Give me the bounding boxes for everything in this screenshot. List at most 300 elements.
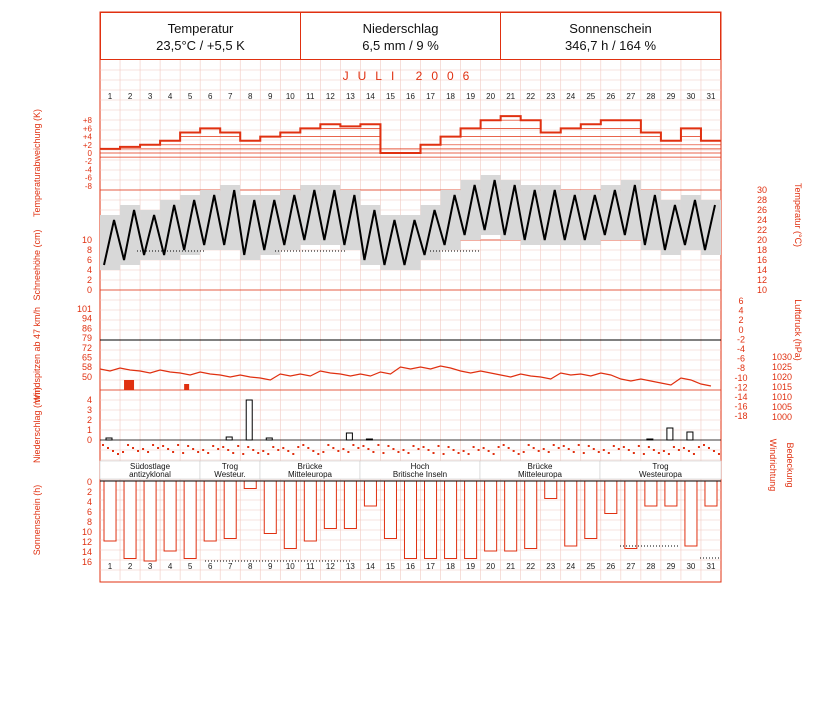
sun-tick: 0 [86,477,92,487]
dev-tick: +6 [82,124,92,134]
wind-direction-dot [638,445,640,447]
sun-tick: 16 [81,557,92,567]
wind-direction-dot [648,446,650,448]
pressure-tick: 1010 [771,392,793,402]
day-label-top: 13 [345,92,355,101]
temp-tick: 28 [756,195,768,205]
wind-direction-dot [227,449,229,451]
precip-tick: 1 [86,425,92,435]
summary-value: 23,5°C / +5,5 K [156,38,245,53]
sunshine-bar [485,481,497,551]
right-tick: 4 [738,305,744,316]
wind-direction-dot [508,447,510,449]
wind-direction-dot [513,450,515,452]
wind-direction-dot [553,444,555,446]
day-label-bottom: 8 [248,562,253,571]
wind-direction-dot [402,449,404,451]
wind-direction-dot [498,446,500,448]
day-label-bottom: 14 [365,562,375,571]
precip-bar [366,439,372,440]
sun-tick: 6 [86,507,92,517]
wind-direction-dot [267,453,269,455]
sun-tick: 2 [86,487,92,497]
day-label-bottom: 6 [207,562,213,571]
wind-direction-dot [222,446,224,448]
sunshine-bar [144,481,156,561]
day-label-top: 22 [526,92,536,101]
summary-title: Sonnenschein [569,21,652,36]
sun-tick: 14 [81,547,92,557]
right-tick: 6 [738,296,744,306]
right-tick: -14 [734,392,748,402]
sunshine-bar [505,481,517,551]
wind-direction-dot [237,445,239,447]
day-label-bottom: 13 [345,562,355,571]
temp-tick: 18 [756,245,768,255]
sunshine-bar [404,481,416,559]
day-label-top: 15 [386,92,395,101]
sunshine-bar [525,481,537,549]
precip-bar [346,433,352,440]
wind-direction-dot [412,445,414,447]
wind-tick: 50 [81,371,92,382]
day-label-bottom: 29 [666,562,676,571]
wind-tick: 79 [81,333,92,344]
sunshine-bar [545,481,557,499]
wind-direction-dot [202,449,204,451]
pressure-tick: 1020 [771,372,793,382]
right-tick: 2 [738,315,744,326]
sun-tick: 10 [81,527,92,537]
right-tick: -18 [734,411,748,422]
wind-direction-dot [428,449,430,451]
sunshine-bar [645,481,657,506]
wind-direction-dot [703,444,705,446]
wind-direction-dot [708,447,710,449]
sunshine-bar [164,481,176,551]
wind-direction-dot [257,452,259,454]
wind-direction-dot [538,450,540,452]
summary-title: Niederschlag [362,21,439,36]
wind-tick: 58 [81,362,92,373]
wind-direction-dot [332,447,334,449]
day-label-top: 7 [227,92,233,101]
day-label-bottom: 20 [486,562,496,571]
right-tick: -6 [736,353,746,364]
sunshine-bar [104,481,116,541]
wind-direction-dot [573,451,575,453]
sunshine-bar [605,481,617,514]
temp-tick: 24 [756,215,768,225]
wind-direction-dot [523,451,525,453]
wind-direction-dot [463,450,465,452]
sunshine-bar [425,481,437,559]
wind-direction-dot [407,452,409,454]
wind-direction-dot [327,444,329,446]
day-label-top: 2 [127,92,133,101]
wind-direction-dot [167,448,169,450]
wind-direction-dot [272,446,274,448]
wind-tick: 101 [76,304,92,314]
wind-direction-dot [367,448,369,450]
weather-type-label: Westeur. [214,470,246,479]
temp-tick: 12 [756,275,768,285]
wind-direction-dot [122,451,124,453]
day-label-top: 6 [207,92,213,101]
temp-tick: 22 [756,225,768,235]
day-label-bottom: 2 [127,562,133,571]
wind-direction-dot [438,445,440,447]
wind-direction-dot [468,453,470,455]
precip-bar [246,400,252,440]
dev-tick: +2 [82,140,92,150]
day-label-top: 3 [147,92,153,101]
pressure-tick: 1015 [771,382,793,392]
day-label-top: 14 [365,92,375,101]
day-label-bottom: 24 [566,562,576,571]
day-label-bottom: 23 [546,562,556,571]
weather-type-label: Brücke [297,462,323,471]
wind-direction-dot [488,450,490,452]
sunshine-bar [665,481,677,506]
wind-direction-dot [372,451,374,453]
wind-direction-dot [543,448,545,450]
day-label-top: 31 [706,92,716,101]
day-label-bottom: 25 [586,562,596,571]
wind-direction-dot [297,446,299,448]
wind-direction-dot [182,452,184,454]
sunshine-bar [384,481,396,539]
weather-type-label: Mitteleuropa [287,470,333,479]
temp-tick: 10 [756,285,768,295]
wind-direction-dot [112,450,114,452]
precip-bar [667,428,673,440]
temp-axis-label: Temperatur (°C) [793,182,803,248]
day-label-top: 27 [626,92,636,101]
right-tick: -8 [736,363,746,374]
day-label-top: 4 [167,92,173,101]
wind-direction-dot [548,451,550,453]
wind-direction-dot [177,444,179,446]
day-label-bottom: 3 [147,562,153,571]
day-label-top: 1 [107,92,113,101]
dev-tick: +4 [82,132,92,142]
day-label-top: 23 [546,92,556,101]
day-label-top: 25 [586,92,596,101]
dev-tick: -4 [84,165,92,175]
wind-direction-dot [247,446,249,448]
day-label-bottom: 19 [466,562,476,571]
wind-direction-dot [417,448,419,450]
wind-direction-dot [503,444,505,446]
wind-direction-dot [157,447,159,449]
sunshine-bar [324,481,336,529]
weather-type-label: Mitteleuropa [517,470,563,479]
wind-direction-dot [277,449,279,451]
pressure-series [100,366,711,386]
day-label-bottom: 22 [526,562,536,571]
temp-tick: 14 [756,265,768,275]
day-label-top: 9 [268,92,273,101]
weather-type-label: Brücke [527,462,553,471]
sunshine-bar [204,481,216,541]
day-label-top: 16 [406,92,415,101]
wind-direction-dot [307,447,309,449]
right-tick: -10 [734,372,748,383]
sun-axis-label: Sonnenschein (h) [32,484,42,556]
wind-dir-label: Windrichtung [768,438,778,492]
wind-direction-dot [322,451,324,453]
wind-direction-dot [518,453,520,455]
precip-tick: 4 [86,395,92,405]
wind-direction-dot [352,444,354,446]
dev-tick: -6 [84,173,92,183]
wind-direction-dot [613,445,615,447]
wind-direction-dot [603,449,605,451]
wind-direction-dot [593,448,595,450]
weather-type-label: Südostlage [129,462,171,471]
day-label-top: 12 [325,92,335,101]
day-label-top: 24 [566,92,576,101]
summary-title: Temperatur [167,21,234,36]
wind-direction-dot [262,450,264,452]
weather-type-label: Hoch [410,462,430,471]
sunshine-bar [224,481,236,539]
wind-direction-dot [583,452,585,454]
wind-direction-dot [623,446,625,448]
wind-direction-dot [563,445,565,447]
summary-value: 346,7 h / 164 % [564,38,657,53]
day-label-top: 21 [506,92,516,101]
right-tick: -4 [736,344,746,354]
sun-tick: 12 [81,537,92,547]
day-label-bottom: 11 [306,562,315,571]
pressure-tick: 1000 [771,412,793,422]
day-label-top: 18 [446,92,456,101]
dev-tick: -8 [84,181,92,191]
wind-direction-dot [718,453,720,455]
day-label-top: 17 [426,92,435,101]
wind-direction-dot [287,450,289,452]
wind-direction-dot [312,450,314,452]
wind-direction-dot [688,450,690,452]
pressure-tick: 1030 [771,352,793,362]
sun-tick: 4 [86,497,92,507]
deviation-series [100,116,721,153]
sunshine-bar [264,481,276,534]
weather-type-label: Britische Inseln [392,470,448,479]
wind-direction-dot [443,453,445,455]
snow-tick: 2 [86,275,92,285]
sunshine-bar [244,481,256,489]
wind-direction-dot [217,448,219,450]
day-label-bottom: 15 [386,562,395,571]
dev-tick: +8 [82,116,92,126]
wind-direction-dot [252,449,254,451]
wind-direction-dot [668,453,670,455]
day-label-top: 10 [285,92,295,101]
wind-direction-dot [387,445,389,447]
wind-direction-dot [132,447,134,449]
wind-peak-bar [184,384,189,390]
precip-bar [266,438,272,440]
sunshine-bar [625,481,637,549]
day-label-bottom: 30 [686,562,696,571]
month-title: JULI 2006 [342,69,479,83]
wind-direction-dot [377,444,379,446]
wind-direction-dot [127,444,129,446]
wind-direction-dot [643,453,645,455]
wind-direction-dot [162,445,164,447]
day-label-bottom: 1 [107,562,113,571]
sunshine-bar [304,481,316,541]
day-label-top: 8 [248,92,253,101]
wind-peak-bar [124,380,134,390]
wind-direction-dot [382,452,384,454]
snow-tick: 0 [86,285,92,295]
wind-direction-dot [362,445,364,447]
wind-direction-dot [242,453,244,455]
wind-direction-dot [107,447,109,449]
wind-direction-dot [117,453,119,455]
wind-direction-dot [342,448,344,450]
day-label-bottom: 17 [426,562,435,571]
snow-axis-label: Schneehöhe (cm) [32,229,42,301]
wind-direction-dot [302,444,304,446]
wind-direction-dot [453,449,455,451]
day-label-top: 29 [666,92,676,101]
day-label-top: 20 [486,92,496,101]
day-label-top: 26 [606,92,616,101]
wind-direction-dot [337,450,339,452]
sunshine-bar [585,481,597,539]
precip-axis-label: Niederschlag (mm) [32,386,42,464]
summary-value: 6,5 mm / 9 % [362,38,439,53]
wind-direction-dot [653,449,655,451]
day-label-bottom: 27 [626,562,636,571]
day-label-top: 5 [187,92,193,101]
wind-direction-dot [568,448,570,450]
sun-tick: 8 [86,517,92,527]
wind-direction-dot [473,446,475,448]
snow-tick: 4 [86,265,92,275]
wind-direction-dot [282,447,284,449]
sunshine-bar [344,481,356,529]
wind-direction-dot [713,450,715,452]
wind-direction-dot [397,451,399,453]
right-tick: 0 [738,324,744,335]
day-label-top: 11 [306,92,315,101]
wind-direction-dot [533,447,535,449]
wind-direction-dot [212,445,214,447]
sunshine-bar [124,481,136,559]
wind-direction-dot [528,444,530,446]
sunshine-bar [284,481,296,549]
wind-direction-dot [292,453,294,455]
precip-bar [647,439,653,440]
snow-tick: 8 [86,245,92,255]
right-tick: -16 [734,401,748,412]
wind-direction-dot [433,452,435,454]
wind-direction-dot [317,453,319,455]
wind-direction-dot [232,452,234,454]
wind-direction-dot [142,448,144,450]
precip-tick: 0 [86,435,92,445]
temp-tick: 20 [756,235,768,245]
wind-direction-dot [347,451,349,453]
dev-tick: -2 [84,157,92,167]
wind-direction-dot [147,451,149,453]
wind-direction-dot [392,448,394,450]
right-tick: -12 [734,382,748,393]
day-label-bottom: 7 [227,562,233,571]
wind-axis-label: Windspitzen ab 47 km/h [32,306,42,404]
wind-direction-dot [357,447,359,449]
wind-direction-dot [172,451,174,453]
sunshine-bar [445,481,457,559]
wind-tick: 86 [81,323,92,334]
wind-direction-dot [197,451,199,453]
day-label-bottom: 9 [268,562,273,571]
snow-tick: 10 [81,235,92,245]
wind-direction-dot [683,447,685,449]
temp-tick: 26 [756,205,768,215]
precip-tick: 2 [86,415,92,425]
wind-tick: 94 [81,313,92,324]
wind-direction-dot [578,444,580,446]
dev-tick: 0 [87,149,92,158]
day-label-bottom: 18 [446,562,456,571]
wind-direction-dot [152,444,154,446]
weather-type-label: antizyklonal [129,470,171,479]
wind-direction-dot [658,452,660,454]
day-label-bottom: 4 [167,562,173,571]
wind-direction-dot [423,446,425,448]
day-label-bottom: 26 [606,562,616,571]
wind-direction-dot [628,449,630,451]
sunshine-bar [685,481,697,546]
pressure-tick: 1025 [771,362,793,372]
day-label-bottom: 10 [285,562,295,571]
temp-tick: 16 [756,255,768,265]
day-label-bottom: 5 [187,562,193,571]
day-label-bottom: 21 [506,562,516,571]
sunshine-bar [184,481,196,559]
wind-direction-dot [588,445,590,447]
day-label-bottom: 16 [406,562,415,571]
weather-type-label: Westeuropa [639,470,682,479]
wind-direction-dot [187,445,189,447]
wind-direction-dot [192,448,194,450]
pressure-tick: 1005 [771,402,793,412]
wind-direction-dot [673,446,675,448]
wind-direction-dot [483,447,485,449]
wind-tick: 65 [81,352,92,363]
wind-direction-dot [693,453,695,455]
wind-direction-dot [633,452,635,454]
wind-direction-dot [207,452,209,454]
wind-tick: 72 [81,342,92,353]
wind-direction-dot [137,450,139,452]
day-label-top: 19 [466,92,476,101]
precip-bar [226,437,232,440]
day-label-top: 28 [646,92,656,101]
sunshine-bar [465,481,477,559]
wind-direction-dot [493,453,495,455]
wind-direction-dot [102,444,104,446]
wind-direction-dot [458,452,460,454]
wind-direction-dot [478,449,480,451]
